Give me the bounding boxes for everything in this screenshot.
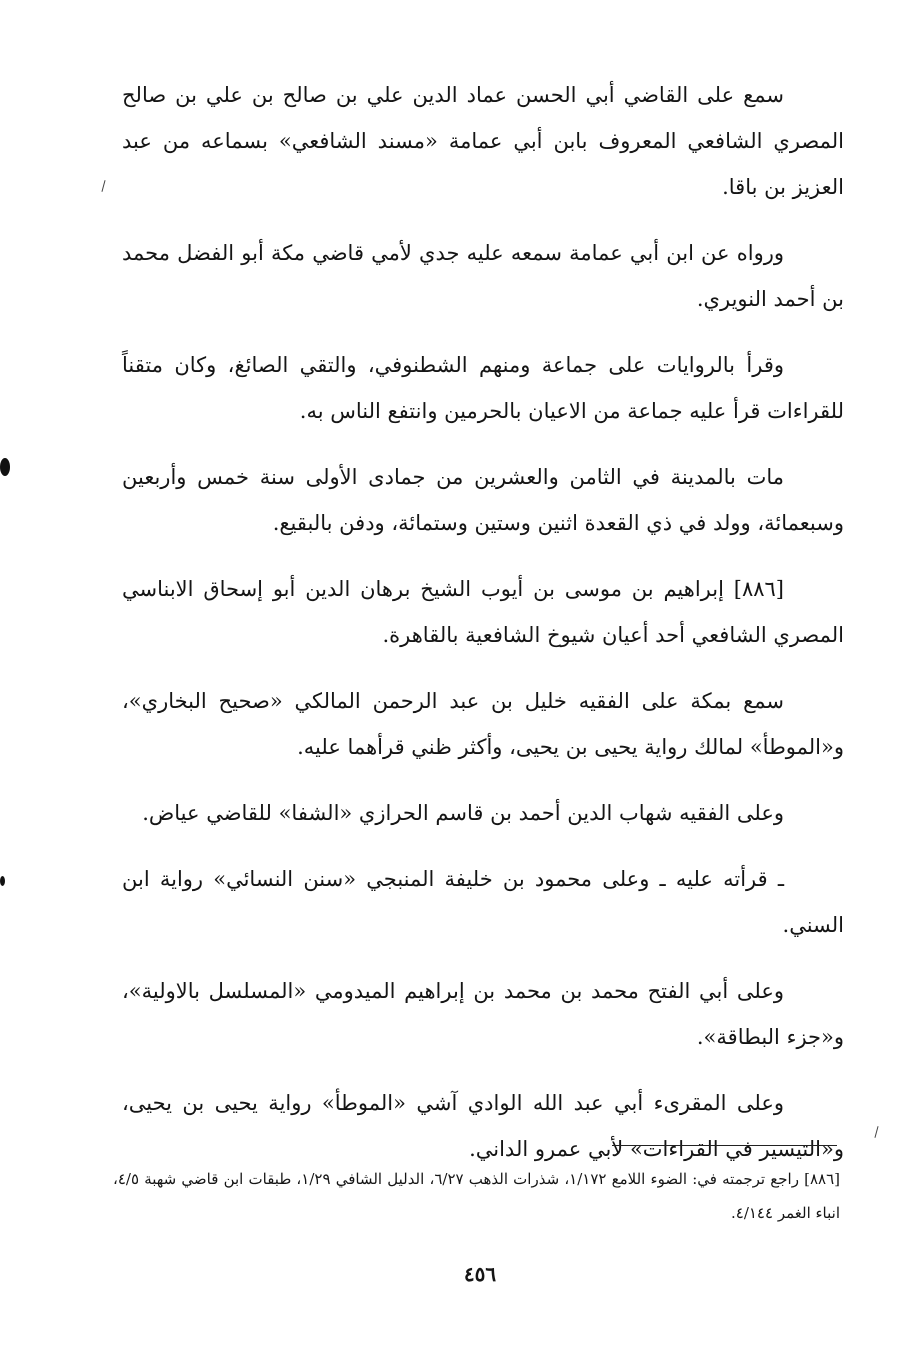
footnote-divider [612, 1145, 837, 1146]
page-number: ٤٥٦ [463, 1262, 497, 1286]
paragraph: وعلى المقرىء أبي عبد الله الوادي آشي «الموطأ» رواية يحيى بن يحيى، و«التيسير في القراءات» لأبي عمرو الداني. [122, 1091, 844, 1161]
paragraph: وعلى أبي الفتح محمد بن محمد بن إبراهيم الميدومي «المسلسل بالاولية»، و«جزء البطاقة». [122, 979, 844, 1049]
scan-speck [0, 876, 5, 886]
paragraph: ورواه عن ابن أبي عمامة سمعه عليه جدي لأمي قاضي مكة أبو الفضل محمد بن أحمد النويري. [122, 241, 844, 311]
scan-mark [101, 180, 105, 192]
paragraph: سمع بمكة على الفقيه خليل بن عبد الرحمن المالكي «صحيح البخاري»، و«الموطأ» لمالك رواية يحيى بن يحيى، وأكثر ظني قرأهما عليه. [122, 689, 844, 759]
biography-entry-heading: [٨٨٦] إبراهيم بن موسى بن أيوب الشيخ برهان الدين أبو إسحاق الابناسي المصري الشافعي أحد أعيان شيوخ الشافعية بالقاهرة. [122, 577, 844, 647]
paragraph: ـ قرأته عليه ـ وعلى محمود بن خليفة المنبجي «سنن النسائي» رواية ابن السني. [122, 867, 844, 937]
main-text [122, 72, 844, 1192]
paragraph: وقرأ بالروايات على جماعة ومنهم الشطنوفي، والتقي الصائغ، وكان متقناً للقراءات قرأ عليه جماعة من الاعيان بالحرمين وانتفع الناس به. [122, 353, 844, 423]
paragraph: وعلى الفقيه شهاب الدين أحمد بن قاسم الحرازي «الشفا» للقاضي عياض. [142, 801, 784, 825]
scan-mark [874, 1126, 878, 1138]
scan-speck [0, 458, 10, 476]
paragraph: سمع على القاضي أبي الحسن عماد الدين علي بن صالح بن علي بن صالح المصري الشافعي المعروف بابن أبي عمامة «مسند الشافعي» بسماعه من عبد العزيز بن باقا. [122, 83, 844, 199]
footnote: [٨٨٦] راجع ترجمته في: الضوء اللامع ١/١٧٢، شذرات الذهب ٦/٢٧، الدليل الشافي ١/٢٩، طبقات ابن قاضي شهبة ٤/٥، انباء الغمر ٤/١٤٤. [113, 1170, 841, 1222]
paragraph: مات بالمدينة في الثامن والعشرين من جمادى الأولى سنة خمس وأربعين وسبعمائة، وولد في ذي القعدة اثنين وستين وستمائة، ودفن بالبقيع. [122, 465, 844, 535]
